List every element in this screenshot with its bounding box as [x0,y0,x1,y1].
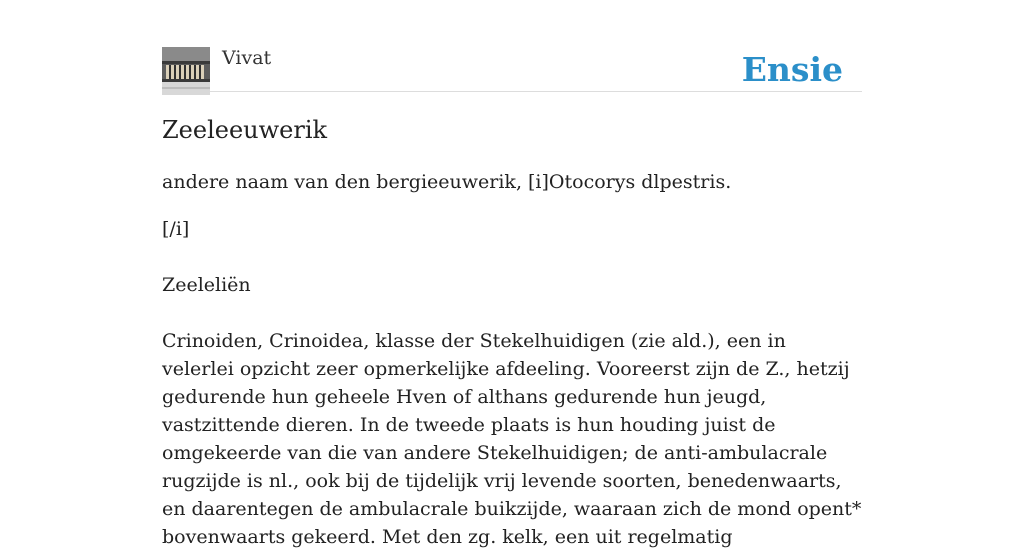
article-paragraph: Zeeleliën [162,274,251,296]
article-paragraph: [/i] [162,218,190,240]
brand-logo[interactable]: Ensie [741,50,843,89]
article-paragraph: Crinoiden, Crinoidea, klasse der Stekelhuidigen (zie ald.), een in velerlei opzicht zeer opmerkelijke afdeeling. Vooreerst zijn de Z., hetzij gedurende hun geheele Hven of althans gedurende hun jeugd, vastzittende dieren. In de tweede plaats is hun houding juist de omgekeerde van die van andere Stekelhuidigen; de anti-ambulacrale rugzijde is nl., ook bij de tijdelijk vrij levende soorten, benedenwaarts, en daarentegen de ambulacrale buikzijde, waaraan zich de mond opent* bovenwaarts gekeerd. Met den zg. kelk, een uit regelmatig [162,330,862,548]
library-shelves-icon[interactable] [162,47,210,95]
page-title: Zeeleeuwerik [162,116,328,144]
article [162,114,862,551]
site-header [162,46,862,92]
site-name[interactable]: Vivat [222,47,272,69]
article-paragraph: andere naam van den bergieeuwerik, [i]Otocorys dlpestris. [162,171,732,193]
